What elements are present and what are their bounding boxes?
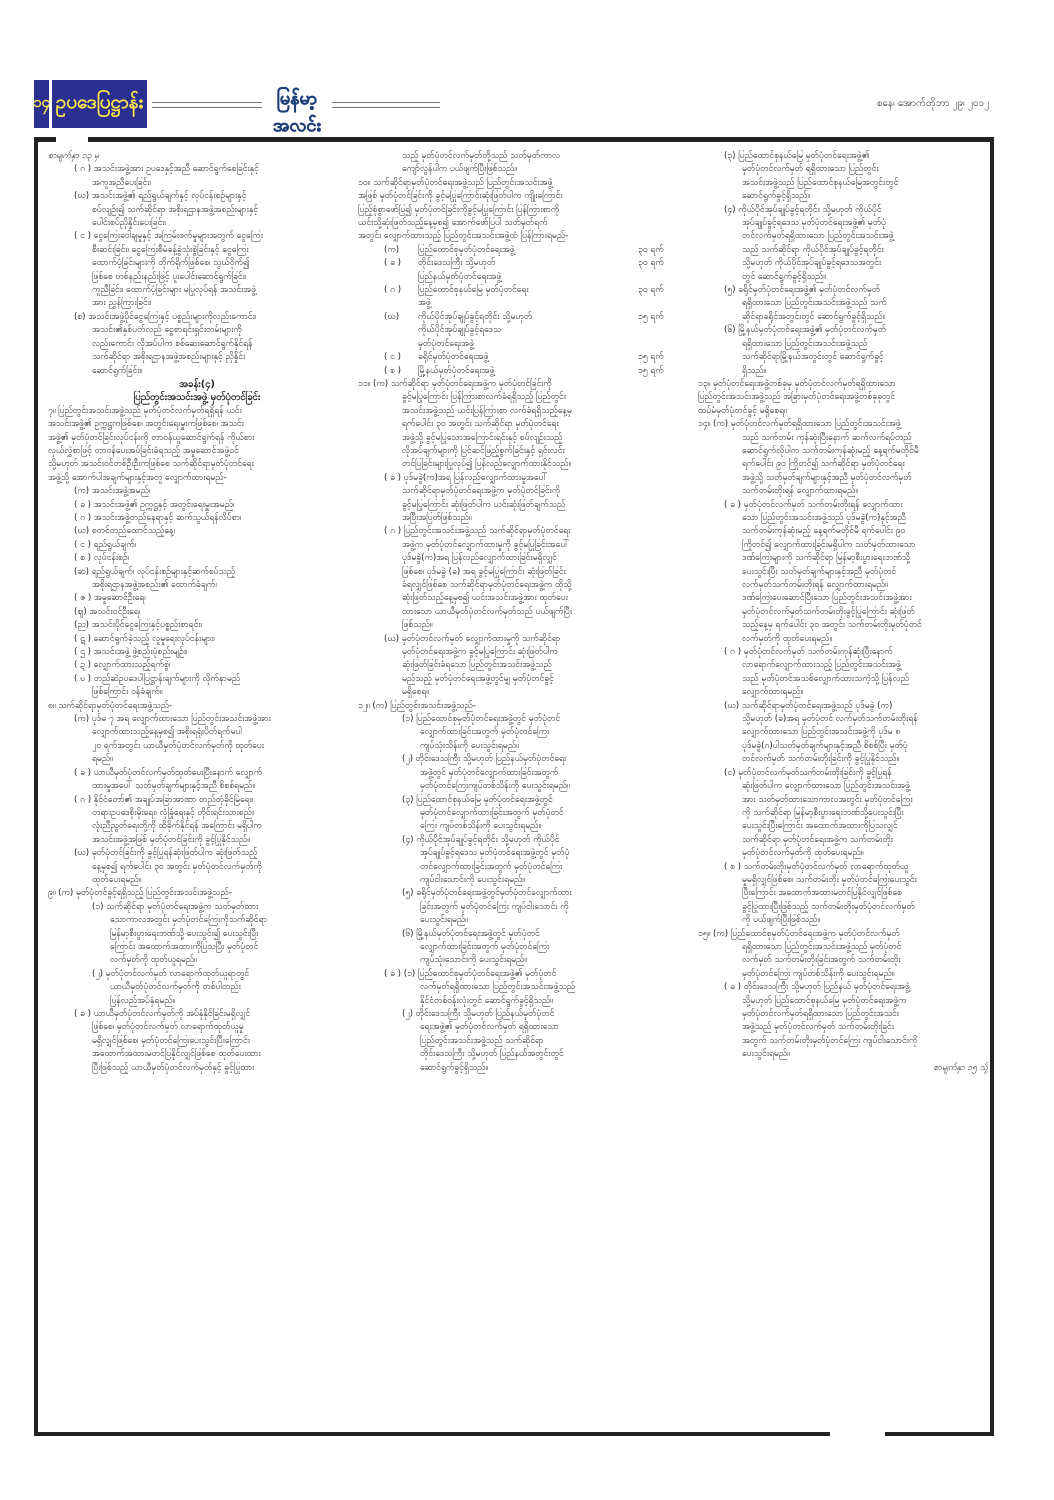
- text-line: လက်မှတ်သက်တမ်းတိုးရန် လျှောက်ထားရမည်။: [742, 580, 888, 590]
- text-line: အသင်းအဖွဲ့သည် ပြည်ထောင်စုနယ်မြေအတွင်းတွင်: [742, 177, 899, 188]
- text-line: (က) ပုဒ်မ ၇ အရ လျှောက်ထားသော ပြည်တွင်းအသင်းအဖွဲ့အား: [74, 714, 271, 725]
- text-line: အား ညွှန်ကြားခြင်း၊: [92, 298, 152, 309]
- dateline: စနေ၊ အောက်တိုဘာ ၂၉၊ ၂၀၁၂: [876, 98, 989, 109]
- text-line: (ည) အသင်းပိုင်ငွေကြေးနှင့်ပစ္စည်းစာရင်း၊: [74, 620, 202, 631]
- row-days: ၃၀ ရက်: [638, 285, 664, 296]
- text-line: ( င ) ရည်ရွယ်ချက်၊: [74, 539, 137, 550]
- text-line: မှတ်ပုံတင်ကြေးကျပ်တစ်သိန်းကို ပေးသွင်းရမည်။: [420, 781, 570, 792]
- text-line: ( စ ) လုပ်ငန်းစဉ်၊: [74, 553, 130, 564]
- text-line: တင်ပြခြင်းများပြုလုပ်၍ ပြန်လည်လျှောက်ထားနိုင်သည်။: [402, 459, 572, 470]
- row-text: မြို့နယ်မှတ်ပုံတင်ရေးအဖွဲ့: [418, 365, 495, 376]
- text-line: ၉။ (က) မှတ်ပုံတင်ခွင့်ရရှိသည့် ပြည်တွင်းအသင်းအဖွဲ့သည်-: [48, 888, 232, 899]
- column-3-body: [698, 150, 988, 1062]
- registration-row: [358, 271, 688, 284]
- registration-row: [358, 351, 688, 364]
- text-line: ခွင့်မပြုကြောင်း ပြန်ကြားစာလက်ခံရရှိသည့် ပြည်တွင်း: [402, 392, 566, 403]
- text-line: ( ခ ) တိုင်းဒေသကြီး သို့မဟုတ် ပြည်နယ် မှတ်ပုံတင်ရေးအဖွဲ့: [724, 982, 910, 993]
- text-line: ( ဂ ) ပြည်တွင်းအသင်းအဖွဲ့သည် သက်ဆိုင်ရာမှတ်ပုံတင်ရေး: [384, 526, 571, 537]
- text-line: သက်တမ်းတိုးရန် လျှောက်ထားရမည်။: [742, 486, 858, 497]
- text-line: မှတ်ပုံတင်လက်မှတ်ကို ထုတ်ပေးရမည်။: [742, 848, 864, 859]
- text-line: ထားမှုအပေါ် သတ်မှတ်ချက်များနှင့်အညီ စိစစ်ရမည်။: [92, 781, 255, 792]
- row-days: ၁၅ ရက်: [638, 311, 664, 322]
- text-line: တွင် ဆောင်ရွက်ခွင့်ရှိသည်။: [742, 271, 826, 282]
- row-text: ကိုယ်ပိုင်အုပ်ချုပ်ခွင့်ရဒေသ: [418, 325, 502, 336]
- text-line: အစိုးရဌာနအဖွဲ့အစည်း၏ ထောက်ခံချက်၊: [92, 580, 217, 590]
- text-line: အဖွဲ့သို့ ခွင့်မပြုသောအကြောင်းရင်းနှင့် စပ်လျဉ်းသည့်: [402, 432, 563, 443]
- row-days: [638, 271, 688, 284]
- text-line: ထောက်ပံ့ခြင်းများကို တိုက်ရိုက်ဖြစ်စေ၊ သွယ်ဝိုက်၍: [92, 258, 250, 269]
- text-line: အုပ်ချုပ်ခွင့်ရဒေသ မှတ်ပုံတင်ရေးအဖွဲ့တွင် မှတ်ပုံ: [420, 848, 570, 859]
- row-label: [384, 297, 418, 310]
- text-line: ပြည်တွင်းအသင်းအဖွဲ့သည် အခြားမှတ်ပုံတင်ရေးအဖွဲ့တစ်ခုခုတွင်: [698, 392, 896, 403]
- text-line: အား သတ်မှတ်ထားသောကာလအတွင်း မှတ်ပုံတင်ကြေး: [742, 794, 913, 805]
- row-label: ( စ ): [384, 365, 402, 376]
- text-line: တရားဥပဒေစိုးမိုးရေး၊ လုံခြုံရေးနှင့် တိုင်းရင်းသားစည်း: [92, 807, 255, 818]
- text-line: ရေးအဖွဲ့၏ မှတ်ပုံတင်လက်မှတ် ရရှိထားသော: [420, 1022, 559, 1033]
- text-line: ဖြစ်ကြောင်း ဝန်ခံချက်။: [92, 687, 163, 698]
- text-line: ပုဒ်မခွဲ(ဂ)ပါသတ်မှတ်ချက်များနှင့်အညီ စိစစ်ပြီး မှတ်ပုံ: [742, 740, 908, 751]
- text-line: မှတ်ပုံတင်ရေးအဖွဲ့က ခွင့်မပြုကြောင်း ဆုံးဖြတ်ပါက: [402, 647, 558, 658]
- text-line: ရှိသည်။: [742, 365, 767, 376]
- text-line: ရရှိထားသော ပြည်တွင်းအသင်းအဖွဲ့သည် သက်: [742, 298, 887, 309]
- text-line: လျှောက်ထားသော ပြည်တွင်းအသင်းအဖွဲ့ကို ပုဒ်မ ၈: [742, 727, 901, 738]
- text-line: ၁၃။ မှတ်ပုံတင်ရေးအဖွဲ့တစ်ခုမှ မှတ်ပုံတင်လက်မှတ်ရရှိထားသော: [698, 378, 896, 389]
- text-line: ရက်ပေါင်း ၃၀ အတွင်း သက်ဆိုင်ရာ မှတ်ပုံတင်ရေး: [402, 419, 559, 430]
- header-rule-left: [152, 102, 262, 108]
- text-line: (ဃ) စတင်တည်ထောင်သည့်နေ့၊: [74, 526, 175, 537]
- text-line: ကြိုတင်၍ လျှောက်ထားခြင်းမရှိပါက သတ်မှတ်ထားသော: [742, 539, 916, 550]
- text-line: သက်ဆိုင်ရာ အစိုးရဌာနအဖွဲ့အစည်းများနှင့် ညှိနှိုင်း: [92, 352, 246, 363]
- text-line: (၂) တိုင်းဒေသကြီး သို့မဟုတ် ပြည်နယ်မှတ်ပုံတင်ရေး: [402, 754, 567, 765]
- text-line: (၂) တိုင်းဒေသကြီး သို့မဟုတ် ပြည်နယ်မှတ်ပုံတင်: [402, 1009, 555, 1019]
- continued-to: စာမျက်နှာ ၁၅ သို့: [933, 1062, 988, 1073]
- text-line: ၇။ ပြည်တွင်းအသင်းအဖွဲ့သည် မှတ်ပုံတင်လက်မှတ်ရရှိရန် ယင်း: [48, 405, 242, 416]
- row-text: ပြည်ထောင်စုမှတ်ပုံတင်ရေးအဖွဲ့: [418, 244, 515, 255]
- text-line: (၆) မြို့နယ်မှတ်ပုံတင်ရေးအဖွဲ့၏ မှတ်ပုံတင်လက်မှတ်: [724, 325, 887, 336]
- text-line: ခွင့်ပြုထားပြီးဖြစ်သည့် သက်တမ်းတိုးမှတ်ပုံတင်လက်မှတ်: [742, 901, 915, 912]
- text-line: အသင်းအဖွဲ့အဖြစ် မှတ်ပုံတင်ခြင်းကို ခွင့်ပြုနိုင်သည်။: [92, 834, 250, 845]
- text-line: ဖြစ်စေ တစ်နည်းနည်းဖြင့် ပူးပေါင်းဆောင်ရွက်ခြင်း၊: [92, 271, 247, 282]
- row-days: ၁၅ ရက်: [638, 365, 664, 376]
- text-line: လက်မှတ် သက်တမ်းတိုးခြင်းအတွက် သက်တမ်းတိုး: [742, 955, 901, 966]
- text-line: (၄) ကိုယ်ပိုင်အုပ်ချုပ်ခွင့်ရတိုင်း သို့မဟုတ် ကိုယ်ပိုင်: [402, 834, 560, 845]
- text-line: လျှောက်ထားသည့်နေ့မှစ၍ အစိုးရရုံးပိတ်ရက်မပါ: [92, 727, 242, 738]
- text-line: ထပ်မံမှတ်ပုံတင်ခွင့် မရှိစေရ။: [698, 405, 787, 416]
- text-line: ထုတ်ပေးရမည်။: [92, 874, 142, 885]
- row-label: (က): [384, 244, 400, 255]
- text-line: အုပ်ချုပ်ခွင့်ရဒေသ မှတ်ပုံတင်ရေးအဖွဲ့၏ မှတ်ပုံ: [742, 218, 886, 229]
- text-line: ရရှိထားသော ပြည်တွင်းအသင်းအဖွဲ့သည်: [742, 338, 868, 349]
- row-text: အဖွဲ့: [418, 298, 431, 309]
- text-line: သည့်နေ့မှ ရက်ပေါင်း ၃၀ အတွင်း သက်တမ်းတိုးမှတ်ပုံတင်: [742, 620, 922, 631]
- text-line: ဖြစ်စေ၊ မှတ်ပုံတင်လက်မှတ် လာရောက်ထုတ်ယူမှု: [92, 1022, 244, 1033]
- text-line: သက်ဆိုင်ရာမြို့နယ်အတွင်းတွင် ဆောင်ရွက်ခွင့်: [742, 352, 884, 363]
- text-line: ကျပ်သုံးသိန်းကို ပေးသွင်းရမည်။: [420, 740, 519, 751]
- text-line: သို့မဟုတ် ကိုယ်ပိုင်အုပ်ချုပ်ခွင့်ရဒေသအတွင်း: [742, 258, 882, 269]
- text-line: စီးဆင်းခြင်း၊ ငွေကြေးစီမံခန့်ခွဲသုံးစွဲခြင်းနှင့် ငွေကြေး: [92, 244, 249, 255]
- text-line: ကျော်လွန်ပါက ပယ်ဖျက်ပြီးဖြစ်သည်။: [402, 164, 517, 175]
- text-line: သည့် မှတ်ပုံတင်လက်မှတ်တို့သည် သတ်မှတ်ကာလ: [402, 151, 561, 161]
- text-line: အကူအညီပေးခြင်း၊: [92, 177, 151, 188]
- text-line: ကို ပယ်ဖျက်ပြီးဖြစ်သည်။: [742, 915, 820, 926]
- text-line: မှတ်ပုံတင်လက်မှတ်ရရှိထားသော ပြည်တွင်းအသင်း: [742, 1009, 899, 1019]
- text-line: (ဃ) မှတ်ပုံတင်ခြင်းကို ခွင့်ပြုရန်ဆုံးဖြတ်ပါက ဆုံးဖြတ်သည့်: [74, 848, 258, 859]
- header-rule-right: [332, 102, 440, 108]
- text-line: ( င ) ငွေကြေးခဝါချမှုနှင့် အကြမ်းဖက်မှုများအတွက် ငွေကြေး: [74, 231, 263, 242]
- frame-notch-bottom: [830, 1431, 885, 1438]
- column-1-body: [48, 163, 346, 1075]
- text-line: လျှောက်ထားခြင်းအတွက် မှတ်ပုံတင်ကြေး: [420, 727, 550, 738]
- text-line: (င) မှတ်ပုံတင်လက်မှတ်သက်တမ်းတိုးခြင်းကို ခွင့်ပြုရန်: [724, 767, 892, 778]
- text-line: ကို သက်ဆိုင်ရာ မြန်မာ့စီးပွားရေးဘဏ်သို့ပေးသွင်းပြီး: [742, 807, 904, 818]
- text-line: ၁၂။ (က) ပြည်တွင်းအသင်းအဖွဲ့သည်-: [358, 700, 476, 711]
- row-label: [384, 324, 418, 337]
- text-line: မှတ်ပုံတင်လက်မှတ် ရရှိထားသော ပြည်တွင်း: [742, 164, 879, 175]
- text-line: ဆုံးဖြတ်ပါက လျှောက်ထားသော ပြည်တွင်းအသင်းအဖွဲ့: [742, 781, 910, 792]
- text-line: သည် သက်တမ်း ကုန်ဆုံးပြီးနောက် ဆက်လက်ရပ်တည်: [742, 432, 912, 443]
- text-line: ဒဏ်ကြေးပေးဆောင်ပြီးသော ပြည်တွင်းအသင်းအဖွဲ့အား: [742, 593, 912, 604]
- row-days: ၃၀ ရက်: [638, 258, 664, 269]
- text-line: အတွက် သက်တမ်းတိုးမှတ်ပုံတင်ကြေး ကျပ်ငါးသောင်းကို: [742, 1035, 918, 1046]
- text-line: (၃) ပြည်ထောင်စုနယ်မြေ မှတ်ပုံတင်ရေးအဖွဲ့တွင်: [402, 794, 553, 805]
- text-line: ပေးသွင်းပြီးကြောင်း အထောက်အထားကိုပြသလျှင်: [742, 821, 898, 832]
- text-line: သော ပြည်တွင်းအသင်းအဖွဲ့သည် ပုဒ်မခွဲ(က)နှင့်အညီ: [742, 512, 906, 523]
- text-line: ဆောင်ရွက်လိုပါက သက်တမ်းကုန်ဆုံးမည့် နေ့ရက်မတိုင်မီ: [742, 445, 919, 456]
- text-line: (၅) ခရိုင်မှတ်ပုံတင်ရေးအဖွဲ့၏ မှတ်ပုံတင်လက်မှတ်: [724, 285, 881, 296]
- text-line: မရှိစေရ။: [402, 687, 429, 698]
- row-text: ခရိုင်မှတ်ပုံတင်ရေးအဖွဲ့: [418, 352, 489, 363]
- text-line: ဆိုင်ရာခရိုင်အတွင်းတွင် ဆောင်ရွက်ခွင့်ရှိသည်။: [742, 311, 886, 322]
- text-line: သည် မှတ်ပုံတင်အသစ်လျှောက်ထားသကဲ့သို့ ပြန်လည်: [742, 673, 909, 684]
- text-line: အတွင်း လျှောက်ထားသည့် ပြည်တွင်းအသင်းအဖွဲ့ထံ ပြန်ကြားရမည်-: [358, 231, 569, 242]
- row-label: ( ဂ ): [384, 285, 402, 296]
- text-line: ပေးသွင်းရမည်။: [420, 915, 468, 926]
- text-line: ပြန်လည်အပ်နှံရမည်။: [110, 995, 176, 1006]
- row-text: ကိုယ်ပိုင်အုပ်ချုပ်ခွင့်ရတိုင်း သို့မဟုတ်: [418, 311, 533, 322]
- text-line: ဆုံးဖြတ်ခြင်းခံရသော ပြည်တွင်းအသင်းအဖွဲ့သည်: [402, 660, 552, 671]
- text-line: အဖွဲ့က မှတ်ပုံတင်လျှောက်ထားမှုကို ခွင့်မပြုခြင်းအပေါ်: [402, 539, 570, 550]
- text-line: ယင်းသို့ဆုံးဖြတ်သည့်နေ့မှစ၍ အောက်ဖော်ပြပါ သတ်မှတ်ရက်: [358, 218, 548, 229]
- text-line: မည်သည့် မှတ်ပုံတင်ရေးအဖွဲ့တွင်မျှ မှတ်ပုံတင်ခွင့်: [402, 673, 554, 684]
- text-line: ၂၀ ရက်အတွင်း ယာယီမှတ်ပုံတင်လက်မှတ်ကို ထုတ်ပေး: [92, 740, 264, 751]
- text-line: အဖွဲ့သို့ သတ်မှတ်ချက်များနှင့်အညီ မှတ်ပုံတင်လက်မှတ်: [742, 472, 912, 483]
- section-heading: အခန်း(၄): [179, 378, 215, 390]
- text-line: လည်းကောင်း လိုအပ်ပါက စစ်ဆေးဆောင်ရွက်နိုင်ရန်: [92, 338, 253, 349]
- row-text: ပြည်ထောင်စုနယ်မြေ မှတ်ပုံတင်ရေး: [418, 285, 529, 296]
- text-line: ပေါင်းစပ်ညှိနှိုင်းပေးခြင်း၊: [92, 218, 166, 229]
- text-line: ပြည့်စုံစွာဖော်ပြ၍ မှတ်ပုံတင်ခြင်းကိုခွင့်မပြုကြောင်း ပြန်ကြားစာကို: [358, 204, 560, 215]
- text-line: (၆) မြို့နယ်မှတ်ပုံတင်ရေးအဖွဲ့တွင် မှတ်ပုံတင်: [402, 928, 540, 939]
- text-line: (စ) အသင်းအဖွဲ့ပိုင်ငွေကြေးနှင့် ပစ္စည်းများကိုလည်းကောင်း၊: [74, 311, 257, 322]
- row-text: မှတ်ပုံတင်ရေးအဖွဲ့: [418, 338, 474, 349]
- row-days: [638, 297, 688, 310]
- continued-from: စာမျက်နှာ ၁၃ မှ: [48, 151, 100, 161]
- text-line: ကျပ်သုံးသောင်းကို ပေးသွင်းရမည်။: [420, 955, 527, 966]
- text-line: မှတ်ပုံတင်လျှောက်ထားခြင်းအတွက် မှတ်ပုံတင်: [420, 807, 564, 818]
- row-label: ( ခ ): [384, 258, 402, 269]
- text-line: ယာယီမှတ်ပုံတင်လက်မှတ်ကို တစ်ပါတည်း: [110, 982, 241, 993]
- text-line: အသင်း၏နှစ်ပတ်လည် ငွေစာရင်းရှင်းတမ်းများကို: [92, 325, 242, 336]
- row-label: (ဃ): [384, 311, 400, 322]
- text-line: ၁၄။ (က) မှတ်ပုံတင်လက်မှတ်ရရှိထားသော ပြည်တွင်းအသင်းအဖွဲ့: [698, 419, 901, 430]
- text-line: ( ဂ ) အသင်းအဖွဲ့အား ဥပဒေနှင့်အညီ ဆောင်ရွက်စေခြင်းနှင့်: [74, 164, 259, 175]
- text-line: ဖြစ်စေ၊ ပုဒ်မခွဲ (ခ) အရ ခွင့်မပြုကြောင်း ဆုံးဖြတ်ခြင်း: [402, 566, 566, 577]
- text-line: ( ဂ ) အသင်းအဖွဲ့တည်နေရာနှင့် ဆက်သွယ်ရန်လိပ်စာ၊: [74, 512, 242, 523]
- row-days: [638, 324, 688, 337]
- text-line: ခွင့်မပြုကြောင်း ဆုံးဖြတ်ပါက ယင်းဆုံးဖြတ်ချက်သည်: [402, 499, 566, 510]
- text-line: ပေးသွင်းရမည်။: [742, 1049, 790, 1060]
- text-line: လိုအပ်ချက်များကို ပြင်ဆင်ဖြည့်စွက်ခြင်းနှင့် ရှင်းလင်း: [402, 445, 565, 456]
- column-3: [698, 150, 988, 1075]
- text-line: တင်လက်မှတ်ရရှိထားသော ပြည်တွင်းအသင်းအဖွဲ့: [742, 231, 894, 242]
- text-line: ကြေး ကျပ်တစ်သိန်းကို ပေးသွင်းရမည်။: [420, 821, 542, 832]
- text-line: ( စ ) သက်တမ်းတိုးမှတ်ပုံတင်လက်မှတ် လာရောက်ထုတ်ယူ: [724, 861, 909, 872]
- text-line: (က) အသင်းအဖွဲ့အမည်၊: [74, 486, 151, 497]
- text-line: သက်ဆိုင်ရာမှတ်ပုံတင်ရေးအဖွဲ့က မှတ်ပုံတင်ခြင်းကို: [402, 486, 561, 497]
- text-line: ( ဂ ) နိုင်ငံတော်၏ အချုပ်အခြာအာဏာ တည်တံ့ခိုင်မြဲရေး၊: [74, 794, 254, 805]
- text-line: ကူညီခြင်း၊ ထောက်ပံ့ခြင်းများ မပြုလုပ်ရန် အသင်းအဖွဲ့: [92, 285, 257, 296]
- text-line: တင်လက်မှတ် သက်တမ်းတိုးခြင်းကို ခွင့်ပြုနိုင်သည်။: [742, 754, 900, 765]
- text-line: ရမည်။: [92, 754, 113, 765]
- text-line: ဆောင်ရွက်ခွင့်ရှိသည်။: [420, 1062, 489, 1073]
- text-line: အဖြစ် မှတ်ပုံတင်ခြင်းကို ခွင့်မပြုကြောင်းဆုံးဖြတ်ပါက ကျိုးကြောင်း: [358, 191, 563, 202]
- text-line: ( ခ ) အသင်းအဖွဲ့၏ ဥက္ကဋ္ဌနှင့် အတွင်းရေးမှူးအမည်၊: [74, 499, 235, 510]
- column-1: [48, 150, 346, 1075]
- registration-row: [358, 324, 688, 337]
- text-line: အဖွဲ့သည် မှတ်ပုံတင်လက်မှတ် သက်တမ်းတိုးခြင်း: [742, 1022, 894, 1033]
- text-line: ရရှိထားသော ပြည်တွင်းအသင်းအဖွဲ့သည် မှတ်ပုံတင်: [742, 941, 902, 952]
- frame-notch: [56, 136, 88, 143]
- text-line: (၁) ပြည်ထောင်စုမှတ်ပုံတင်ရေးအဖွဲ့တွင် မှတ်ပုံတင်: [402, 714, 561, 725]
- text-line: ပေးသွင်းပြီး သတ်မှတ်ချက်များနှင့်အညီ မှတ်ပုံတင်: [742, 566, 897, 577]
- text-line: ခြင်းအတွက် မှတ်ပုံတင်ကြေး ကျပ်ငါးသောင်း ကို: [420, 901, 569, 912]
- text-line: ( ခ ) (၁) ပြည်ထောင်စုမှတ်ပုံတင်ရေးအဖွဲ့၏ မှတ်ပုံတင်: [384, 968, 557, 979]
- text-line: ကျပ်ငါးသောင်းကို ပေးသွင်းရမည်။: [420, 874, 525, 885]
- text-line: (ဃ) အသင်းအဖွဲ့၏ ရည်ရွယ်ချက်နှင့် လုပ်ငန်းစဉ်များနှင့်: [74, 191, 247, 202]
- text-line: မှုမရှိလျှင်ဖြစ်စေ၊ သက်တမ်းတိုး မှတ်ပုံတင်ကြေးပေးသွင်း: [742, 874, 917, 885]
- section-heading: ပြည်တွင်းအသင်းအဖွဲ့ မှတ်ပုံတင်ခြင်း: [133, 392, 261, 404]
- text-line: (၂) မှတ်ပုံတင်လက်မှတ် လာရောက်ထုတ်ယူရာတွင်: [92, 968, 250, 979]
- text-line: နေ့မှစ၍ ရက်ပေါင်း ၃၀ အတွင်း မှတ်ပုံတင်လက်မှတ်ကို: [92, 861, 262, 872]
- text-line: သည် သက်ဆိုင်ရာ ကိုယ်ပိုင်အုပ်ချုပ်ခွင့်ရတိုင်း: [742, 244, 884, 255]
- text-line: သက်တမ်းကုန်ဆုံးမည့် နေ့ရက်မတိုင်မီ ရက်ပေါင်း ၉၀: [742, 526, 906, 537]
- registration-row: [358, 297, 688, 310]
- text-line: ထားသော ယာယီမှတ်ပုံတင်လက်မှတ်သည် ပယ်ဖျက်ပြီး: [402, 606, 572, 617]
- text-line: ဆောင်ရွက်ခွင့်ရှိသည်။: [742, 191, 811, 202]
- row-label: ( င ): [384, 352, 401, 363]
- section-title: ဥပဒေပြဋ္ဌာန်း: [52, 80, 147, 128]
- text-line: မှတ်ပုံတင်ကြေး ကျပ်တစ်သိန်းကို ပေးသွင်းရမည်။: [742, 968, 895, 979]
- text-line: (၁) သက်ဆိုင်ရာ မှတ်ပုံတင်ရေးအဖွဲ့က သတ်မှတ်ထား: [92, 901, 259, 912]
- text-line: လုံးညီညွတ်ရေးတို့ကို ထိခိုက်နိုင်ရန် အကြောင်း မရှိပါက: [92, 821, 262, 832]
- text-line: ၁၀။ သက်ဆိုင်ရာမှတ်ပုံတင်ရေးအဖွဲ့သည် ပြည်တွင်းအသင်းအဖွဲ့: [358, 177, 553, 188]
- text-line: (ဃ) မှတ်ပုံတင်လက်မှတ် လျှောက်ထားမှုကို သက်ဆိုင်ရာ: [384, 633, 561, 644]
- text-line: ကြောင်း အထောက်အထားကိုပြသပြီး မှတ်ပုံတင်: [110, 941, 259, 952]
- text-line: မြန်မာ့စီးပွားရေးဘဏ်သို့ ပေးသွင်း၍ ပေးသွင်းပြီး: [110, 928, 259, 939]
- row-text: တိုင်းဒေသကြီး သို့မဟုတ်: [418, 258, 496, 269]
- text-line: ပြီးကြောင်း အထောက်အထားမတင်ပြနိုင်လျှင်ဖြစ်စေ: [742, 888, 902, 899]
- text-line: စပ်လျဉ်း၍ သက်ဆိုင်ရာ အစိုးရဌာနအဖွဲ့အစည်းများနှင့်: [92, 204, 259, 215]
- text-line: မှတ်ပုံတင်လက်မှတ်သက်တမ်းတိုးခွင့်ပြုကြောင်း ဆုံးဖြတ်: [742, 606, 915, 617]
- row-days: ၃၀ ရက်: [638, 244, 664, 255]
- text-line: မရှိလျှင်ဖြစ်စေ၊ မှတ်ပုံတင်ကြေးပေးသွင်းပြီးကြောင်း: [92, 1035, 251, 1046]
- registration-row: [358, 257, 688, 270]
- text-line: တင်လျှောက်ထားခြင်းအတွက် မှတ်ပုံတင်ကြေး: [420, 861, 563, 872]
- text-line: ပုဒ်မခွဲ(က)အရ ပြန်လည်လျှောက်ထားခြင်းမရှိလျှင်: [402, 553, 557, 564]
- text-line: အသင်းအဖွဲ့သည် ယင်းပြန်ကြားစာ လက်ခံရရှိသည့်နေ့မှ: [402, 405, 572, 416]
- text-line: လက်မှတ်ရရှိထားသော ပြည်တွင်းအသင်းအဖွဲ့သည်: [420, 982, 576, 993]
- text-line: ပြီးဖြစ်သည့် ယာယီမှတ်ပုံတင်လက်မှတ်နှင့် ခွင့်ပြုထား: [92, 1062, 255, 1073]
- text-line: နိုင်ငံတစ်ဝန်းလုံးတွင် ဆောင်ရွက်ခွင့်ရှိသည်။: [420, 995, 553, 1006]
- text-line: သို့မဟုတ် (ခ)အရ မှတ်ပုံတင် လက်မှတ်သက်တမ်းတိုးရန်: [742, 714, 918, 725]
- text-line: ပြည်တွင်းအသင်းအဖွဲ့သည် သက်ဆိုင်ရာ: [420, 1035, 544, 1046]
- text-line: ဆောင်ရွက်ခြင်း။: [92, 365, 143, 376]
- text-line: ( ခ ) ယာယီမှတ်ပုံတင်လက်မှတ်ကို အပ်နှံနိုင်ခြင်းမရှိလျှင်: [74, 1009, 251, 1019]
- text-line: သောကာလအတွင်း မှတ်ပုံတင်ကြေးကိုသက်ဆိုင်ရာ: [110, 915, 267, 926]
- text-line: (ဆ) ရည်ရွယ်ချက်၊ လုပ်ငန်းစဉ်များနှင့်ဆက်စပ်သည့်: [74, 566, 236, 577]
- row-text: ပြည်နယ်မှတ်ပုံတင်ရေးအဖွဲ့: [418, 271, 502, 282]
- text-line: အဖွဲ့၏ မှတ်ပုံတင်ခြင်းလုပ်ငန်းကို တာဝန်ယူဆောင်ရွက်ရန် ကိုယ်စား: [48, 432, 255, 443]
- text-line: ( ဌ ) အသင်းအဖွဲ့ ဖွဲ့စည်းပုံစည်းမျဉ်း၊: [74, 647, 188, 658]
- text-line: ဆုံးဖြတ်သည့်နေ့မှစ၍ ယင်းအသင်းအဖွဲ့အား ထုတ်ပေး: [402, 593, 568, 604]
- masthead-logo: မြန်မာ့အလင်း: [273, 88, 321, 136]
- text-line: လက်မှတ်ကို ထုတ်ပေးရမည်။: [742, 633, 833, 644]
- row-days: [638, 338, 688, 351]
- text-line: လာရောက်လျှောက်ထားသည့် ပြည်တွင်းအသင်းအဖွဲ့: [742, 660, 901, 671]
- text-line: ( ဂ ) မှတ်ပုံတင်လက်မှတ် သက်တမ်းကုန်ဆုံးပြီးနောက်: [724, 647, 893, 658]
- text-line: ဖြစ်သည်။: [402, 620, 433, 631]
- registration-row: [358, 284, 688, 297]
- text-line: အဖွဲ့သို့ အောက်ပါအချက်များနှင့်အတူ လျှောက်ထားရမည်-: [48, 472, 227, 483]
- text-line: (၄) ကိုယ်ပိုင်အုပ်ချုပ်ခွင့်ရတိုင်း သို့မဟုတ် ကိုယ်ပိုင်: [724, 204, 882, 215]
- text-line: အဖွဲ့တွင် မှတ်ပုံတင်လျှောက်ထားခြင်းအတွက်: [420, 767, 559, 778]
- text-line: လှယ်လွှဲစာဖြင့် တာဝန်ပေးအပ်ခြင်းခံရသည့် အမှုဆောင်အဖွဲ့ဝင်: [48, 445, 239, 456]
- text-line: ရက်ပေါင်း ၉၀ ကြိုတင်၍ သက်ဆိုင်ရာ မှတ်ပုံတင်ရေး: [742, 459, 905, 470]
- text-line: ( ဋ ) ဆောင်ရွက်ခဲ့သည့် လူမှုရေးလုပ်ငန်းများ၊: [74, 633, 215, 644]
- column-2: [358, 150, 688, 1075]
- text-line: ၁၁။ (က) သက်ဆိုင်ရာ မှတ်ပုံတင်ရေးအဖွဲ့က မှတ်ပုံတင်ခြင်းကို: [358, 378, 552, 389]
- text-line: အသင်းအဖွဲ့၏ ဥက္ကဋ္ဌကဖြစ်စေ၊ အတွင်းရေးမှူးကဖြစ်စေ၊ အသင်း: [48, 419, 244, 430]
- registration-row: [358, 338, 688, 351]
- registration-row: [358, 311, 688, 324]
- article-frame: [34, 137, 994, 1436]
- text-line: ( ဇ ) အမှုဆောင်ဦးရေ၊: [74, 593, 146, 604]
- text-line: သို့မဟုတ် အသင်းဝင်တစ်ဦးဦးကဖြစ်စေ သက်ဆိုင်ရာမှတ်ပုံတင်ရေး: [48, 459, 254, 470]
- text-line: ၁၅။ (က) ပြည်ထောင်စုမှတ်ပုံတင်ရေးအဖွဲ့က မှတ်ပုံတင်လက်မှတ်: [698, 928, 900, 939]
- text-line: (၅) ခရိုင်မှတ်ပုံတင်ရေးအဖွဲ့တွင်မှတ်ပုံတင်လျှောက်ထား: [402, 888, 572, 899]
- column-2-body: [358, 150, 688, 1075]
- row-label: [384, 271, 418, 284]
- text-line: ( ခ ) ယာယီမှတ်ပုံတင်လက်မှတ်ထုတ်ပေးပြီးနောက် လျှောက်: [74, 767, 263, 778]
- text-line: ( ဎ ) တည်ဆဲဥပဒေပါပြဋ္ဌာန်းချက်များကို လိုက်နာမည်: [74, 673, 241, 684]
- text-line: သို့မဟုတ် ပြည်ထောင်စုနယ်မြေ မှတ်ပုံတင်ရေးအဖွဲ့က: [742, 995, 907, 1006]
- text-line: အပြီးအပြတ်ဖြစ်သည်။: [402, 512, 472, 523]
- text-line: ( ဍ ) လျှောက်ထားသည့်ရက်စွဲ၊: [74, 660, 171, 671]
- text-line: (ဈ) အသင်းဝင်ဦးရေ၊: [74, 606, 141, 617]
- text-line: ( ခ ) မှတ်ပုံတင်လက်မှတ် သက်တမ်းတိုးရန် လျှောက်ထား: [724, 499, 903, 510]
- row-days: ၁၅ ရက်: [638, 352, 664, 363]
- text-line: (ဃ) သက်ဆိုင်ရာမှတ်ပုံတင်ရေးအဖွဲ့သည် ပုဒ်မခွဲ (က): [724, 700, 893, 711]
- page-header: [33, 80, 989, 136]
- row-label: [384, 338, 418, 351]
- registration-row: [358, 365, 688, 378]
- text-line: သက်ဆိုင်ရာ မှတ်ပုံတင်ရေးအဖွဲ့က သက်တမ်းတိုး: [742, 834, 893, 845]
- text-line: လက်မှတ်ကို ထုတ်ယူရမည်။: [110, 955, 197, 966]
- text-line: ၈။ သက်ဆိုင်ရာမှတ်ပုံတင်ရေးအဖွဲ့သည်-: [48, 700, 173, 711]
- text-line: အထောက်အထားမတင်ပြနိုင်လျှင်ဖြစ်စေ ထုတ်ပေးထား: [92, 1049, 261, 1060]
- text-line: လျှောက်ထားခြင်းအတွက် မှတ်ပုံတင်ကြေး: [420, 941, 550, 952]
- text-line: ဒဏ်ကြေးများကို သက်ဆိုင်ရာ မြန်မာ့စီးပွားရေးဘဏ်သို့: [742, 553, 911, 564]
- text-line: ခံရလျှင်ဖြစ်စေ သက်ဆိုင်ရာမှတ်ပုံတင်ရေးအဖွဲ့က ထိုသို့: [402, 580, 572, 590]
- registration-row: [358, 244, 688, 257]
- text-line: တိုင်းဒေသကြီး သို့မဟုတ် ပြည်နယ်အတွင်းတွင်: [420, 1049, 564, 1060]
- page-number: ၁၄: [34, 80, 49, 128]
- text-line: (၃) ပြည်ထောင်စုနယ်မြေ မှတ်ပုံတင်ရေးအဖွဲ့၏: [724, 151, 870, 161]
- text-line: ( ခ ) ပုဒ်မခွဲ(က)အရ ပြန်လည်လျှောက်ထားမှုအပေါ်: [384, 472, 548, 483]
- text-line: လျှောက်ထားရမည်။: [742, 687, 804, 698]
